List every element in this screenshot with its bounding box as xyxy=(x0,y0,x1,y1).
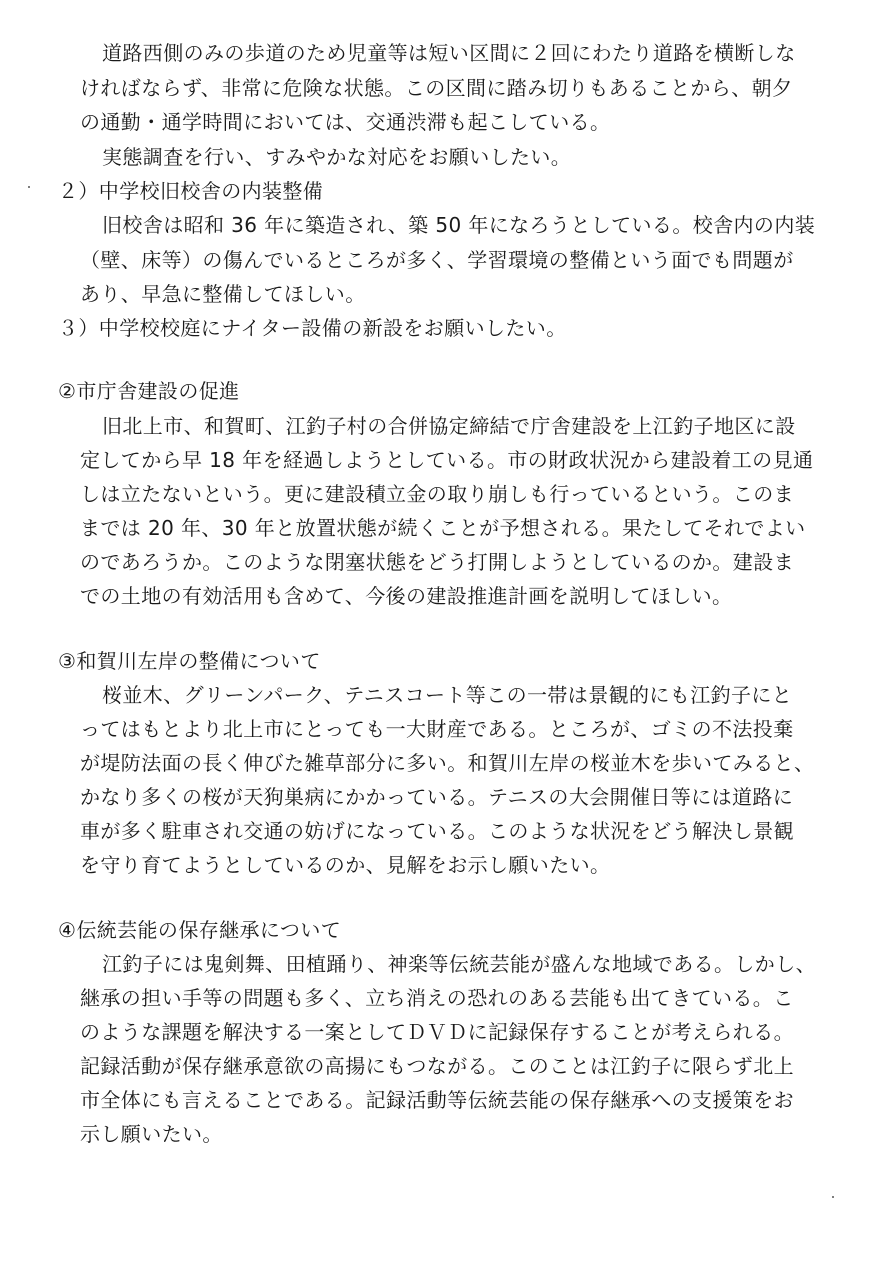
item-heading: ３）中学校校庭にナイター設備の新設をお願いしたい。 xyxy=(58,316,567,340)
section-heading: ④伝統芸能の保存継承について xyxy=(58,918,342,942)
paragraph-line: のであろうか。このような閉塞状態をどう打開しようとしているのか。建設ま xyxy=(80,550,794,574)
section-heading: ③和賀川左岸の整備について xyxy=(58,649,321,673)
section-heading: ②市庁舎建設の促進 xyxy=(58,379,240,403)
paragraph-line: ってはもとより北上市にとっても一大財産である。ところが、ゴミの不法投棄 xyxy=(80,717,794,741)
paragraph-line: を守り育てようとしているのか、見解をお示し願いたい。 xyxy=(80,853,611,877)
paragraph-line: 実態調査を行い、すみやかな対応をお願いしたい。 xyxy=(102,145,572,169)
scan-speck xyxy=(28,186,30,188)
paragraph-line: 道路西側のみの歩道のため児童等は短い区間に２回にわたり道路を横断しな xyxy=(102,41,796,65)
paragraph-line: 市全体にも言えることである。記録活動等伝統芸能の保存継承への支援策をお xyxy=(80,1088,794,1112)
paragraph-line: かなり多くの桜が天狗巣病にかかっている。テニスの大会開催日等には道路に xyxy=(80,785,794,809)
paragraph-line: での土地の有効活用も含めて、今後の建設推進計画を説明してほしい。 xyxy=(80,584,733,608)
paragraph-line: までは 20 年、30 年と放置状態が続くことが予想される。果たしてそれでよい xyxy=(80,516,806,540)
paragraph-line: （壁、床等）の傷んでいるところが多く、学習環境の整備という面でも問題が xyxy=(80,248,794,272)
paragraph-line: 旧北上市、和賀町、江釣子村の合併協定締結で庁舎建設を上江釣子地区に設 xyxy=(102,414,796,438)
paragraph-line: のような課題を解決する一案としてＤＶＤに記録保存することが考えられる。 xyxy=(80,1020,794,1044)
paragraph-line: の通勤・通学時間においては、交通渋滞も起こしている。 xyxy=(80,110,611,134)
paragraph-line: あり、早急に整備してほしい。 xyxy=(80,282,366,306)
paragraph-line: 旧校舎は昭和 36 年に築造され、築 50 年になろうとしている。校舎内の内装 xyxy=(102,213,816,237)
item-heading: ２）中学校旧校舎の内装整備 xyxy=(58,179,324,203)
paragraph-line: ければならず、非常に危険な状態。この区間に踏み切りもあることから、朝夕 xyxy=(80,76,793,100)
paragraph-line: 江釣子には鬼剣舞、田植踊り、神楽等伝統芸能が盛んな地域である。しかし、 xyxy=(102,952,816,976)
paragraph-line: 継承の担い手等の問題も多く、立ち消えの恐れのある芸能も出てきている。こ xyxy=(80,986,794,1010)
paragraph-line: 定してから早 18 年を経過しようとしている。市の財政状況から建設着工の見通 xyxy=(80,448,814,472)
paragraph-line: しは立たないという。更に建設積立金の取り崩しも行っているという。このま xyxy=(80,482,794,506)
paragraph-line: 車が多く駐車され交通の妨げになっている。このような状況をどう解決し景観 xyxy=(80,819,794,843)
scan-speck xyxy=(832,1196,834,1198)
paragraph-line: が堤防法面の長く伸びた雑草部分に多い。和賀川左岸の桜並木を歩いてみると、 xyxy=(80,751,815,775)
paragraph-line: 示し願いたい。 xyxy=(80,1122,223,1146)
paragraph-line: 桜並木、グリーンパーク、テニスコート等この一帯は景観的にも江釣子にと xyxy=(102,683,793,707)
paragraph-line: 記録活動が保存継承意欲の高揚にもつながる。このことは江釣子に限らず北上 xyxy=(80,1054,794,1078)
